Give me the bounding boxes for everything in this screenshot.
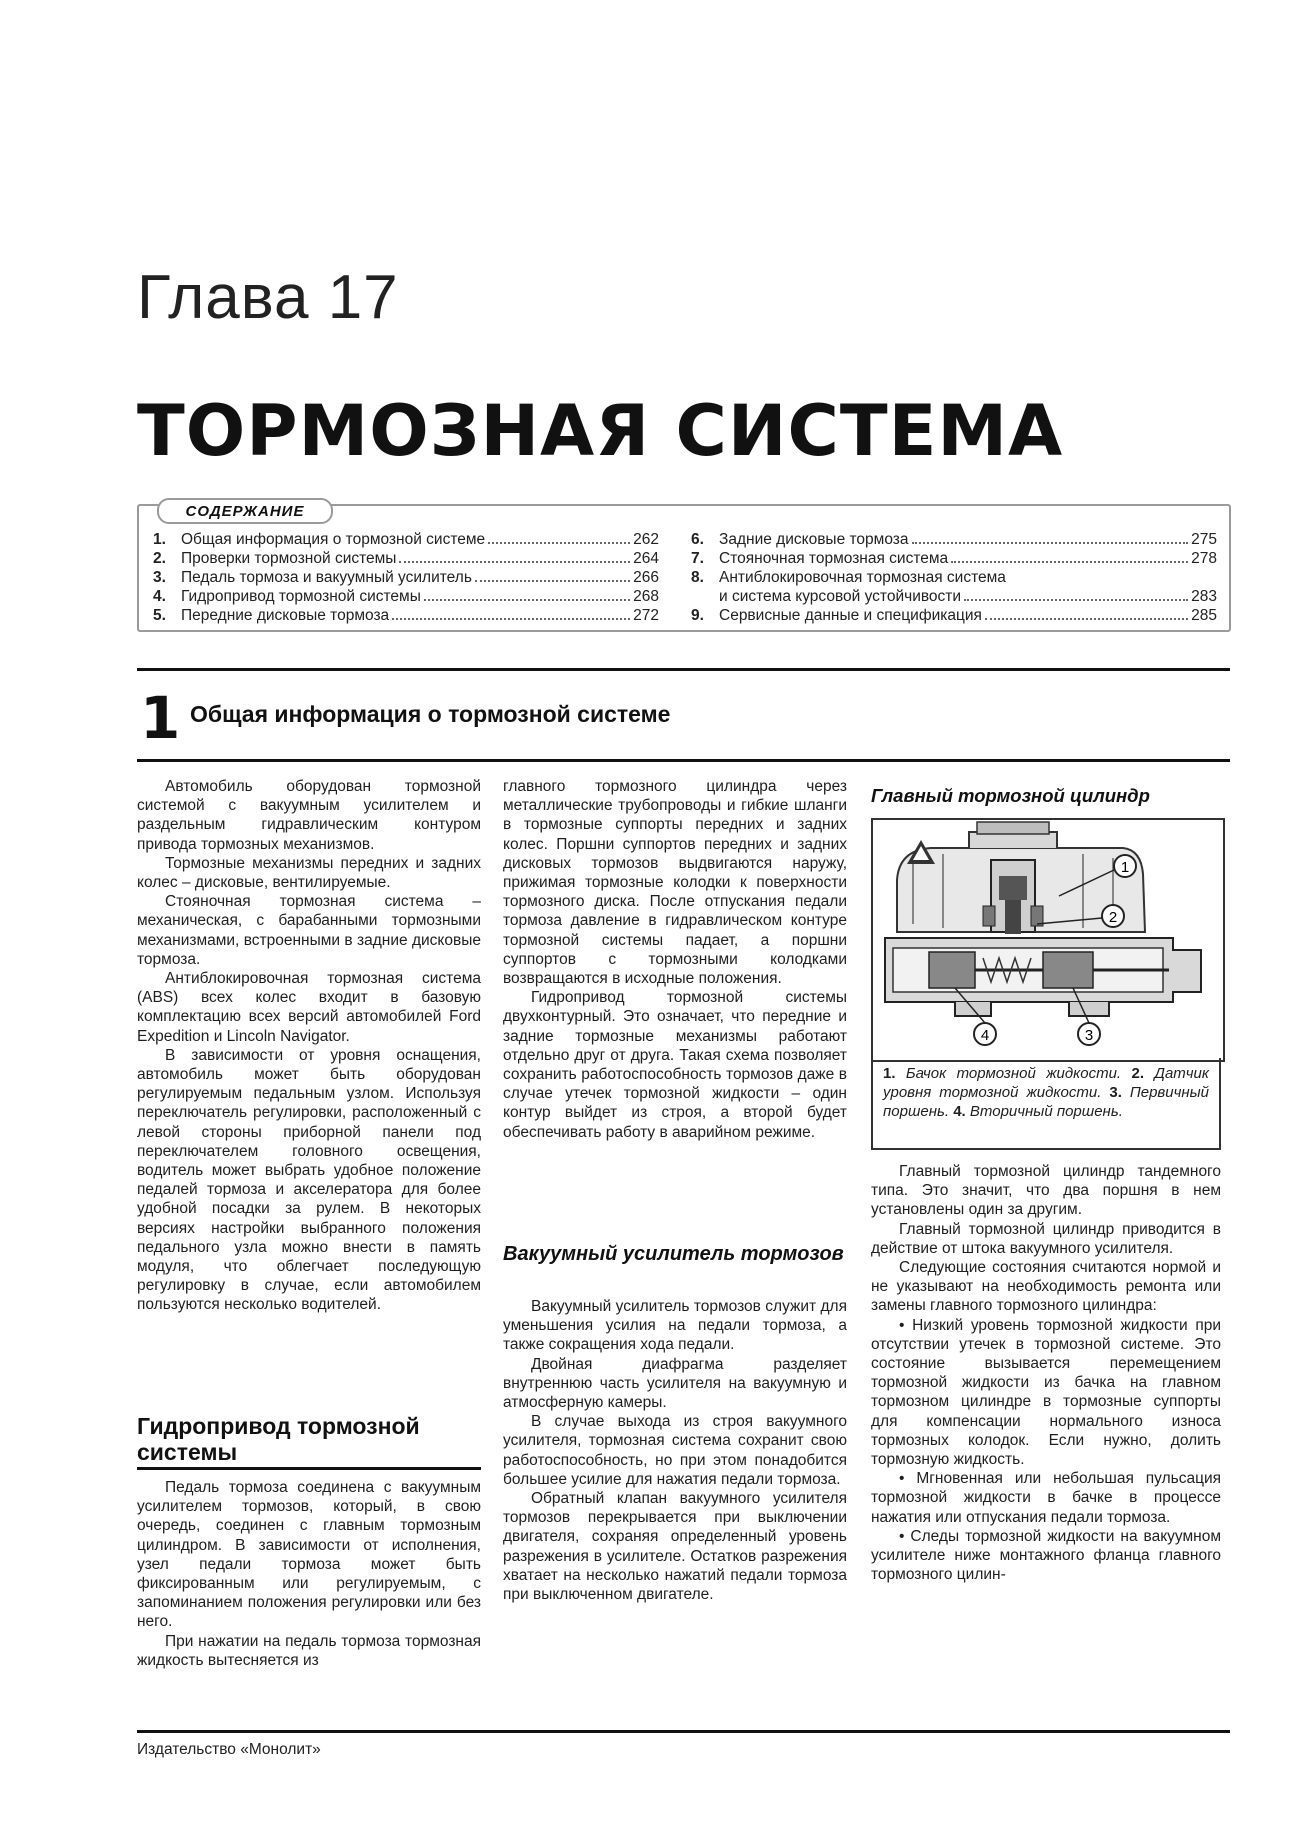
caption-text: Датчик уровня тормозной жидкости. — [883, 1065, 1209, 1101]
paragraph: • Низкий уровень тормозной жидкости при отсутствии утечек в тормозной системе. Это состояние вызывается перемещением тормозной жидкости из бачка на главном тормозном цилиндре в тормозные суппорты для компенсации нормального износа тормозных колодок. Если нужно, долить тормозную жидкость. — [871, 1316, 1221, 1469]
toc-item-page: 268 — [633, 588, 659, 605]
toc-item-title: Стояночная тормозная система — [719, 550, 949, 567]
paragraph: Педаль тормоза соединена с вакуумным усилителем тормозов, который, в свою очередь, соединен с главным тормозным цилиндром. В зависимости от исполнения, узел педали тормоза может быть фиксированным или регулируемым, с запоминанием положения регулировки или без него. — [137, 1479, 481, 1631]
paragraph: Двойная диафрагма разделяет внутреннюю часть усилителя на вакуумную и атмосферную камеры. — [503, 1355, 847, 1412]
toc-leader-dots — [964, 599, 1188, 601]
toc-item — [153, 587, 659, 606]
master-cylinder-drawing — [873, 820, 1219, 1056]
paragraph: В зависимости от уровня оснащения, автомобиль может быть оборудован регулируемым педальным узлом. Используя переключатель регулировки, расположенный с левой стороны приборной панели под переключателем головного освещения, водитель может выбрать удобное положение педалей тормоза и акселератора для более удобной посадки за рулем. В некоторых версиях настройки выбранного положения педального узла можно внести в память модуля, что облегчает последующую регулировку в случае, если автомобилем пользуются несколько водителей. — [137, 1046, 481, 1314]
toc-item-title: Педаль тормоза и вакуумный усилитель — [181, 569, 472, 586]
toc-item-title: Гидропривод тормозной системы — [181, 588, 421, 605]
toc-item-title: Антиблокировочная тормозная система — [719, 569, 1006, 586]
toc-leader-dots — [912, 542, 1189, 544]
chapter-label: Глава 17 — [137, 263, 399, 332]
paragraph: • Мгновенная или небольшая пульсация тормозной жидкости в бачке в процессе нажатия или отпускания педали тормоза. — [871, 1470, 1221, 1526]
toc-item-page: 275 — [1191, 531, 1217, 548]
caption-text: Первичный поршень. — [883, 1084, 1209, 1120]
toc-leader-dots — [951, 561, 1188, 563]
toc-item-number: 2. — [153, 550, 166, 567]
publisher-footer: Издательство «Монолит» — [137, 1741, 321, 1758]
subheading-rule — [137, 1467, 481, 1470]
toc-item-page: 283 — [1191, 588, 1217, 605]
toc-item-title: Общая информация о тормозной системе — [181, 531, 486, 548]
toc-item-title: Задние дисковые тормоза — [719, 531, 909, 548]
text-column-1-continued — [137, 1478, 481, 1670]
paragraph: Главный тормозной цилиндр тандемного типа. Это значит, что два поршня в нем установлены один за другим. — [871, 1163, 1221, 1219]
caption-number: 1. — [883, 1065, 896, 1082]
paragraph: главного тормозного цилиндра через металлические трубопроводы и гибкие шланги в тормозные суппорты передних и задних колес. Поршни суппортов передних и задних дисковых тормозов выдвигаются наружу, прижимая тормозные колодки к поверхности тормозного диска. После отпускания педали тормоза давление в гидравлическом контуре тормозной системы падает, а поршни суппортов с тормозными колодками возвращаются в исходные положения. — [503, 778, 847, 988]
toc-leader-dots — [399, 561, 630, 563]
section-rule-top — [137, 668, 1230, 671]
toc-item-title: Сервисные данные и спецификация — [719, 607, 982, 624]
subheading-vacuum-booster: Вакуумный усилитель тормозов — [503, 1243, 844, 1265]
caption-number: 2. — [1131, 1065, 1144, 1082]
toc-item-page: 278 — [1191, 550, 1217, 567]
text-column-3 — [871, 1162, 1221, 1584]
paragraph: Следующие состояния считаются нормой и не указывают на необходимость ремонта или замены главного тормозного цилиндра: — [871, 1259, 1221, 1315]
paragraph: Обратный клапан вакуумного усилителя тормозов перекрывается при выключении двигателя, сохраняя определенный уровень разрежения в усилителе. Остатков разрежения хватает на несколько нажатий педали тормоза при выключенном двигателе. — [503, 1490, 847, 1604]
paragraph: Вакуумный усилитель тормозов служит для уменьшения усилия на педали тормоза, а также сокращения хода педали. — [503, 1298, 847, 1354]
chapter-title: ТОРМОЗНАЯ СИСТЕМА — [137, 390, 1064, 472]
toc-item-number: 4. — [153, 588, 166, 605]
callout-1-label: 1 — [1120, 859, 1130, 876]
toc-item — [153, 549, 659, 568]
paragraph: Антиблокировочная тормозная система (ABS) всех колес входит в базовую комплектацию всех версий автомобилей Ford Expedition и Lincoln Navigator. — [137, 970, 481, 1045]
paragraph: Гидропривод тормозной системы двухконтурный. Это означает, что передние и задние тормозные механизмы работают отдельно друг от друга. Такая схема позволяет сохранить работоспособность тормозов даже в случае утечек тормозной жидкости – один контур выйдет из строя, а второй будет обеспечивать работу в аварийном режиме. — [503, 989, 847, 1141]
toc-item-number: 6. — [691, 531, 704, 548]
caption-text: Бачок тормозной жидкости. — [895, 1065, 1132, 1082]
toc-item — [691, 549, 1217, 568]
toc-leader-dots — [475, 580, 630, 582]
toc-column-left — [153, 530, 659, 625]
toc-item-page: 272 — [633, 607, 659, 624]
section-rule-bottom — [137, 759, 1230, 762]
toc-leader-dots — [985, 618, 1188, 620]
toc-item-number: 5. — [153, 607, 166, 624]
toc-item — [153, 530, 659, 549]
toc-item-number: 7. — [691, 550, 704, 567]
paragraph: Автомобиль оборудован тормозной системой с вакуумным усилителем и раздельным гидравлическим контуром привода тормозных механизмов. — [137, 778, 481, 853]
paragraph: Главный тормозной цилиндр приводится в действие от штока вакуумного усилителя. — [871, 1220, 1221, 1257]
subheading-hydraulic — [137, 1413, 481, 1470]
section-title: Общая информация о тормозной системе — [190, 701, 671, 727]
toc-item-title: и система курсовой устойчивости — [719, 588, 962, 605]
caption-number: 4. — [953, 1103, 966, 1120]
caption-number: 3. — [1109, 1084, 1122, 1101]
table-of-contents — [137, 504, 1231, 632]
toc-item-title: Передние дисковые тормоза — [181, 607, 390, 624]
toc-item-page: 262 — [633, 531, 659, 548]
toc-item-number: 8. — [691, 569, 704, 586]
toc-item-number: 9. — [691, 607, 704, 624]
toc-item-title: Проверки тормозной системы — [181, 550, 397, 567]
callout-2-label: 2 — [1108, 909, 1118, 926]
toc-leader-dots — [488, 542, 630, 544]
text-column-2 — [503, 777, 847, 1142]
toc-item-page: 266 — [633, 569, 659, 586]
toc-item — [691, 606, 1217, 625]
toc-item-number: 3. — [153, 569, 166, 586]
figure-title: Главный тормозной цилиндр — [871, 785, 1150, 806]
paragraph: При нажатии на педаль тормоза тормозная жидкость вытесняется из — [137, 1632, 481, 1669]
paragraph: • Следы тормозной жидкости на вакуумном усилителе ниже монтажного фланца главного тормозного цилин- — [871, 1527, 1221, 1584]
paragraph: Стояночная тормозная система – механическая, с барабанными тормозными механизмами, встроенными в задние дисковые тормоза. — [137, 893, 481, 968]
callout-4-label: 4 — [980, 1027, 990, 1044]
callout-3-label: 3 — [1084, 1027, 1094, 1044]
toc-item-number: 1. — [153, 531, 166, 548]
toc-leader-dots — [424, 599, 630, 601]
master-cylinder-figure — [871, 818, 1225, 1062]
toc-column-right — [691, 530, 1217, 625]
figure-caption — [871, 1058, 1221, 1150]
toc-item — [153, 568, 659, 587]
caption-text: Вторичный поршень. — [965, 1103, 1123, 1120]
toc-item — [691, 568, 1217, 587]
footer-rule — [137, 1730, 1230, 1733]
toc-leader-dots — [392, 618, 630, 620]
toc-item-page: 285 — [1191, 607, 1217, 624]
toc-heading: СОДЕРЖАНИЕ — [157, 498, 333, 524]
text-column-1 — [137, 777, 481, 1315]
section-number: 1 — [140, 684, 181, 752]
paragraph: Тормозные механизмы передних и задних колес – дисковые, вентилируемые. — [137, 854, 481, 892]
toc-item-page: 264 — [633, 550, 659, 567]
toc-item — [691, 587, 1217, 606]
subheading-hydraulic-text: Гидропривод тормозной системы — [137, 1413, 420, 1465]
text-column-2-continued — [503, 1297, 847, 1604]
paragraph: В случае выхода из строя вакуумного усилителя, тормозная система сохранит свою работоспособность, но при этом понадобится большее усилие для нажатия педали тормоза. — [503, 1413, 847, 1488]
toc-item — [153, 606, 659, 625]
toc-item — [691, 530, 1217, 549]
